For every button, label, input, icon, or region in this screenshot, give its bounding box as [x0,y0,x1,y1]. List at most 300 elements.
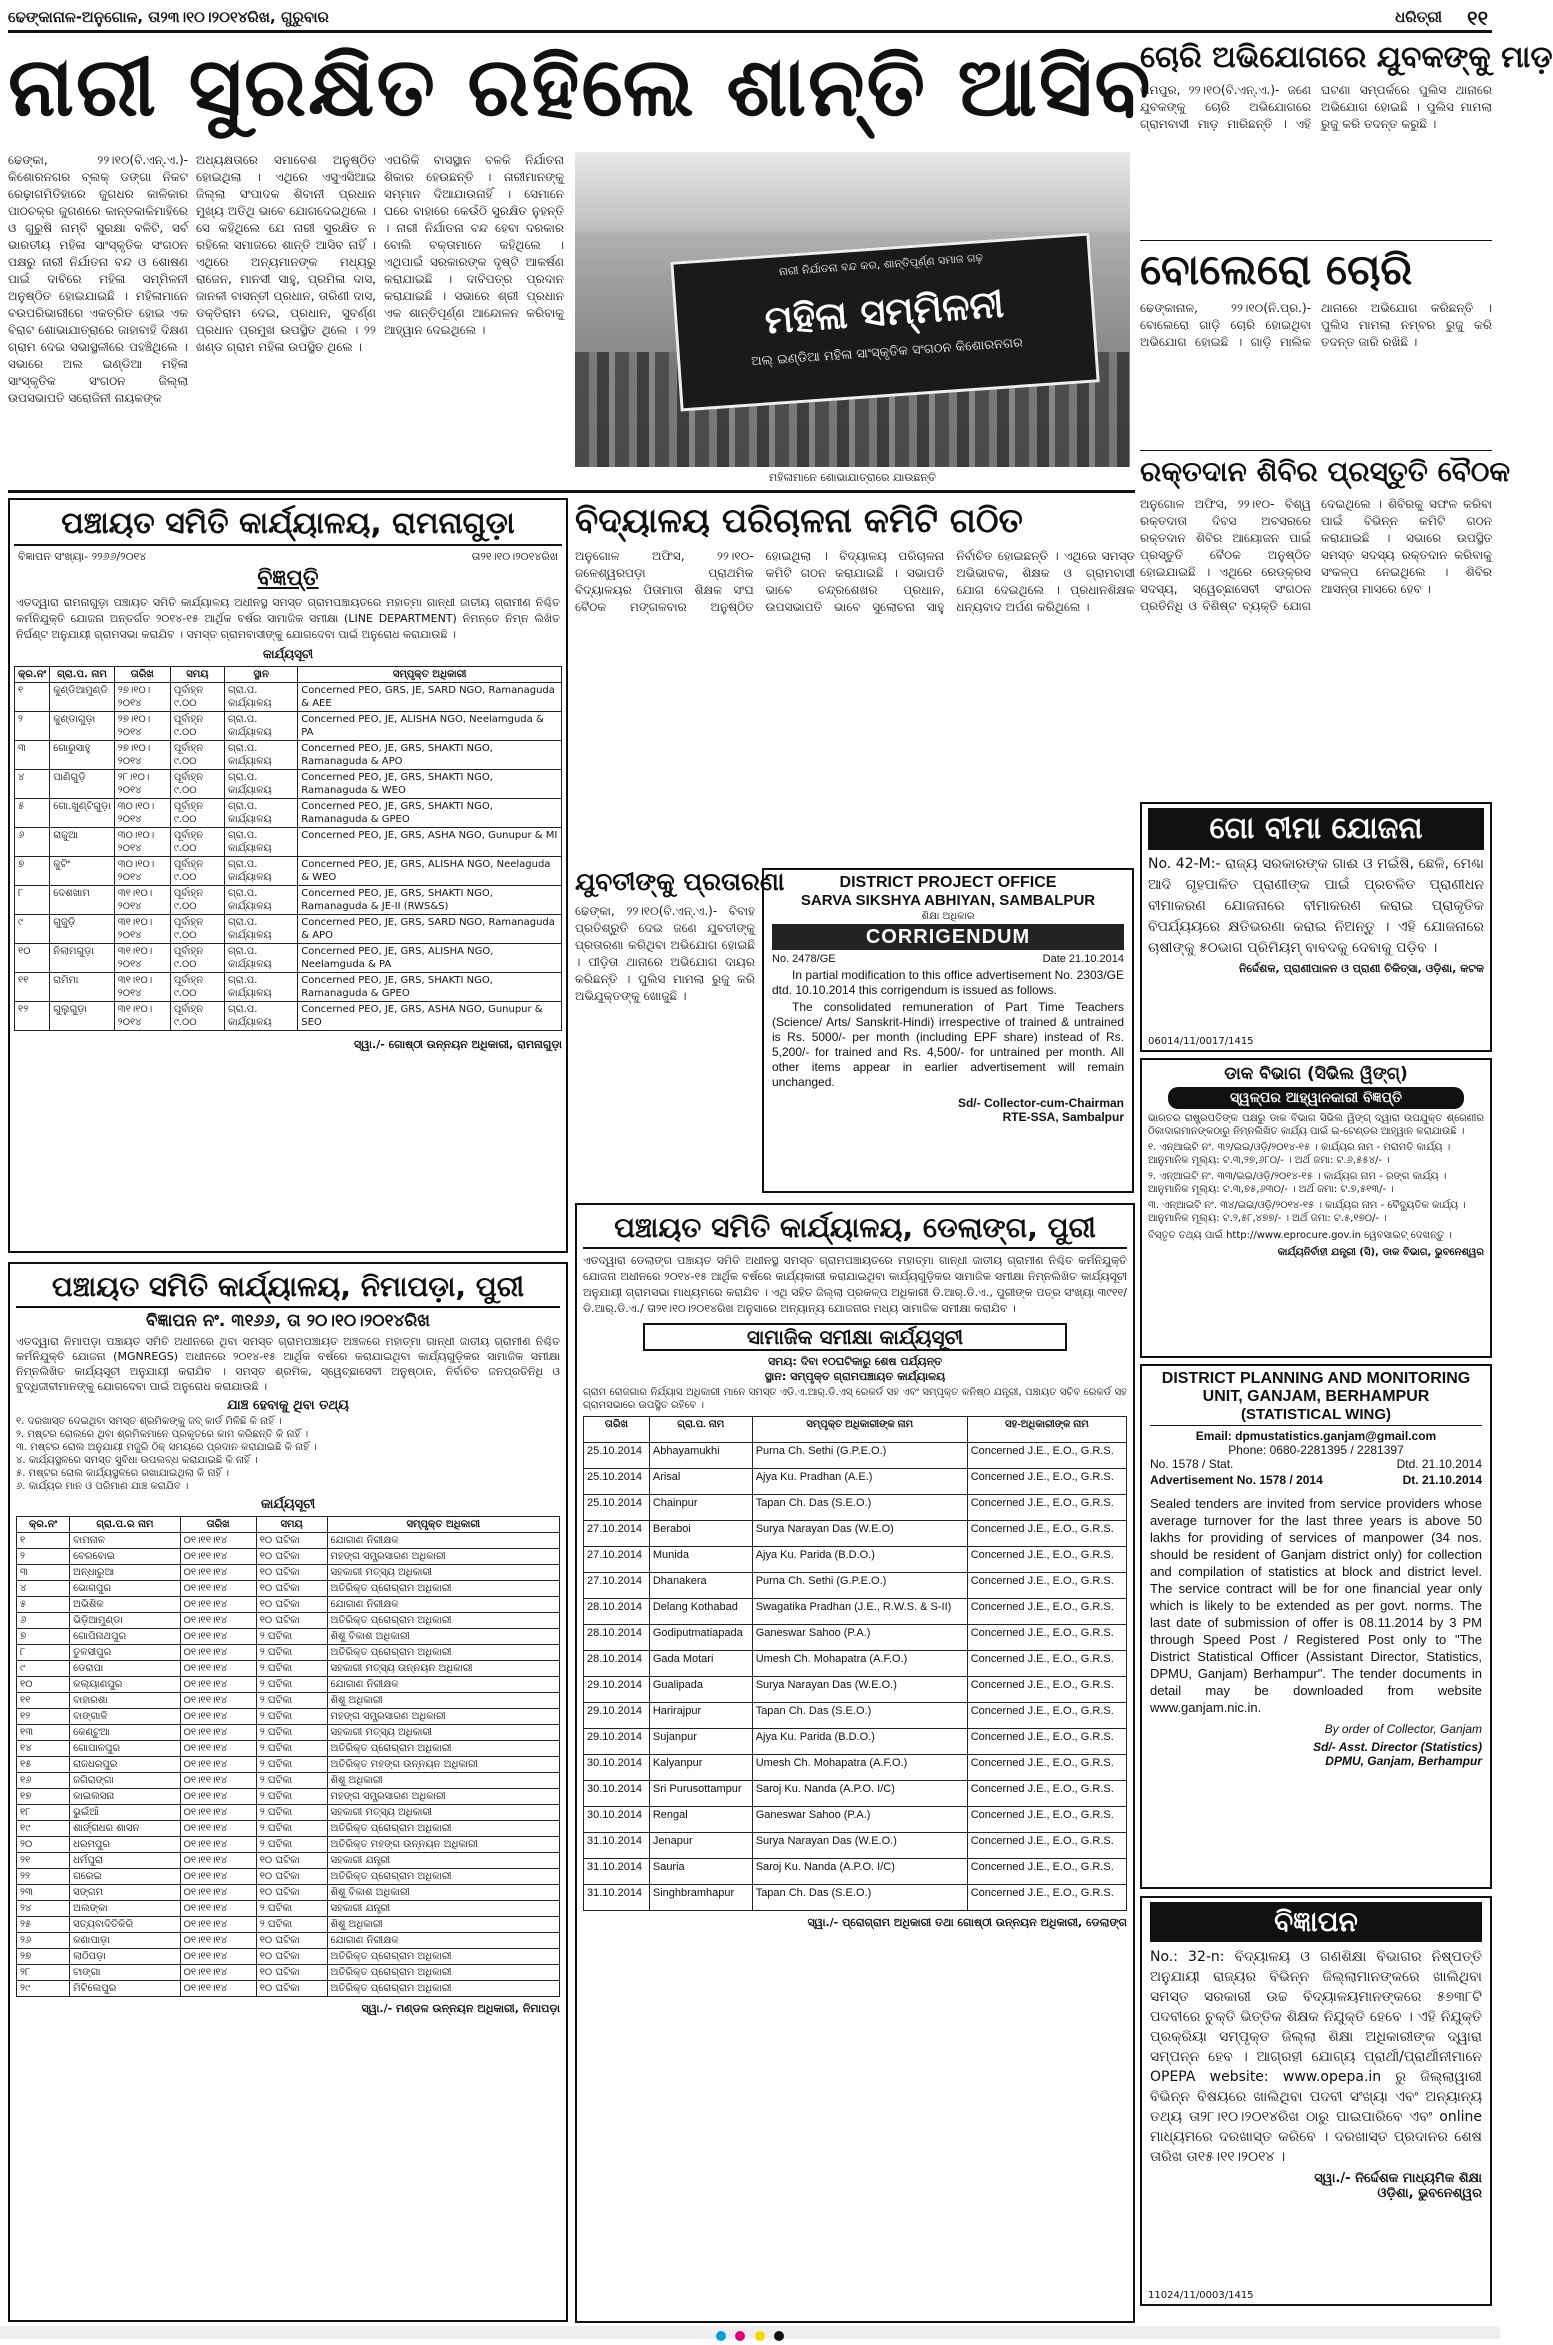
table-cell: ୨୨ [17,1869,70,1885]
table-cell: ୨୯ [17,1981,70,1997]
table-cell: ୪ [15,770,50,799]
table-cell: Concerned J.E., E.O., G.R.S. [967,1443,1126,1469]
dpmu-phone: Phone: 0680-2281395 / 2281397 [1228,1443,1404,1457]
table-cell: Abhayamukhi [649,1443,752,1469]
table-cell: Surya Narayan Das (W.E.O) [752,1521,967,1547]
table-cell: ଟାଙ୍ଗା [70,1965,181,1981]
nimapada-table [16,1516,560,1997]
table-cell: ରାଜୁଆ [50,828,115,857]
table-cell: ୨୫ [17,1917,70,1933]
table-cell: ୨୭।୧୦।୨୦୧୪ [114,683,170,712]
table-cell: ୧୧ [15,973,50,1002]
table-cell: 27.10.2014 [584,1573,650,1599]
table-row [584,1885,1127,1911]
table-cell: ନିଲାମଗୁଡ଼ା [50,944,115,973]
table-header-cell: ସମୟ [170,667,224,683]
gobima-body: No. 42-M:- ରାଜ୍ୟ ସରକାରଙ୍କ ଗାଈ ଓ ମଇଁଷି, ଛେଳି, ମେଣ୍ଢା ଆଦି ଗୃହପାଳିତ ପ୍ରାଣୀଙ୍କ ପାଇଁ ପ୍ରଚଳିତ ପ୍ରାଣୀଧନ ବୀମାକରଣ ଯୋଜନାରେ ବୀମାକରଣ କରାଇ ପ୍ରାକୃତିକ ବିପର୍ଯ୍ୟୟରେ କ୍ଷତିଭରଣା କରାଇ ନିଅନ୍ତୁ । ଏହି ଯୋଜନାରେ ଚାଷୀଙ୍କୁ ୫୦ଭାଗ ପ୍ରିମିୟମ୍ ବାବଦକୁ ଦେବାକୁ ପଡ଼ିବ । [1148,856,1484,956]
table-cell: ଗୋପିନାଥପୁର [70,1629,181,1645]
table-cell: ୩୧।୧୦।୨୦୧୪ [114,915,170,944]
table-cell: Tapan Ch. Das (S.E.O.) [752,1495,967,1521]
table-cell: ୧୦ ଘଟିକା [256,1613,327,1629]
opepa-title: ବିଜ୍ଞାପନ [1150,1902,1482,1942]
nimapada-ref: ବିଜ୍ଞାପନ ନଂ. ୩୧୬୬, ତା ୨୦।୧୦।୨୦୧୪ରିଖ [146,1311,430,1331]
dpmu-sign1: Sd/- Asst. Director (Statistics) [1313,1740,1482,1754]
table-cell: ୧୦ ଘଟିକା [256,1565,327,1581]
table-row [584,1703,1127,1729]
table-cell: ୩ [15,741,50,770]
nimapada-facts-title: ଯାଞ୍ଚ ହେବାକୁ ଥିବା ତଥ୍ୟ [227,1398,349,1413]
table-cell: Concerned J.E., E.O., G.R.S. [967,1573,1126,1599]
table-cell: ୨୩ [17,1885,70,1901]
table-cell: Ajya Ku. Pradhan (A.E.) [752,1469,967,1495]
table-cell: Sujanpur [649,1729,752,1755]
table-cell: ୦୧।୧୧।୧୪ [180,1773,256,1789]
table-cell: Concerned J.E., E.O., G.R.S. [967,1781,1126,1807]
table-cell: ବାହାରଶା [70,1693,181,1709]
table-cell: Harirajpur [649,1703,752,1729]
lead-col-2: ଅଧ୍ୟକ୍ଷତାରେ ସମାବେଶ ଅନୁଷ୍ଠିତ ହୋଇଥିଲା । ଏଥିରେ ଏସୁଏସିଆଇ ଜିଲ୍ଲା ସଂପାଦକ ଶିବାନୀ ପ୍ରଧାନ ମୁଖ୍ୟ ଅତିଥି ଭାବେ ଯୋଗଦେଇଥିଲେ । ସେ କହିଥିଲେ ଯେ ନାରୀ ସୁରକ୍ଷିତ ନ ରହିଲେ ସମାଜରେ ଶାନ୍ତି ଆସିବ ନାହିଁ । ଏଥିରେ ଅନ୍ୟମାନଙ୍କ ମଧ୍ୟରୁ ରାଜେନ, ମାନସୀ ସାହୁ, ପ୍ରମିଳା ଦାସ, ଜାନକୀ ବାସନ୍ତୀ ପ୍ରଧାନ, ତାରିଣୀ ଦାସ, ଡକ୍ତିରାମ ଦେଇ, ପ୍ରଧାନ, ସୁବର୍ଣ୍ଣ ପ୍ରଧାନ ପ୍ରମୁଖ ଉପସ୍ଥିତ ଥିଲେ । ୨୨ ଖଣ୍ଡ ଗ୍ରାମ ମହିଳା ଉପସ୍ଥିତ ଥିଲେ । [196,153,376,354]
table-cell: Concerned J.E., E.O., G.R.S. [967,1677,1126,1703]
table-cell: Concerned PEO, JE, GRS, SHAKTI NGO, Ramanaguda & WEO [298,770,562,799]
table-cell: ୧୨ [15,1002,50,1031]
print-color-bar [0,2326,1500,2339]
table-cell: ୩୧।୧୦।୨୦୧୪ [114,1002,170,1031]
table-cell: ୩୦।୧୦।୨୦୧୪ [114,828,170,857]
ad-ramanaguda [8,498,568,1253]
table-cell: Concerned PEO, JE, GRS, ALISHA NGO, Neelaguda & WEO [298,857,562,886]
gobima-title: ଗୋ ବୀମା ଯୋଜନା [1148,808,1484,850]
registration-dot-cyan [716,2331,726,2341]
table-cell: 29.10.2014 [584,1703,650,1729]
table-row [15,944,562,973]
table-cell: ଶିଶୁ ଅଧିକାରୀ [327,1693,560,1709]
table-cell: ୧୦ ଘଟିକା [256,1949,327,1965]
lead-col-1: ଢେଙ୍କା, ୨୨।୧୦(ବି.ଏନ୍.ଏ.)- କିଶୋରନଗର ବ୍ଲକ୍ ଡଙ୍ଗା ନିକଟ ରେଢ଼ାଗମିତିହାରେ ଜୁଗଧର କାଳିକାର ପାଠଚକ୍ର ଜୁଗଣରେ କାନ୍ତକାକିମାହିରେ ଓ ଗୁରୁଷି ନାମ୍ବି ସୁରକ୍ଷା ବଳିଟି, ସର୍ବ ଭାରତୀୟ ମହିଳା ସାଂସ୍କୃତିକ ସଂଗଠନ ପକ୍ଷରୁ ନାରୀ ନିର୍ଯାତନା ବନ୍ଦ ଓ ଶୋଷଣ ପାଇଁ ଦାବିରେ ମହିଳା ସମ୍ମିଳନୀ ଅନୁଷ୍ଠିତ ହୋଇଯାଇଛି । ମହିଳାମାନେ ବଉପରିଭାରୀରେ ଏକତ୍ରିତ ହୋଇ ଏକ ବିରାଟ ଶୋଭାଯାତ୍ରାରେ ଜାହାବାହି ଦିକ୍ଷଣ ଗ୍ରାମ ଦେଇ ସଭାସ୍ଥଳୀରେ ପହଞ୍ଚିଥିଲେ । ସଭାରେ ଅଲ ଇଣ୍ଡିଆ ମହିଳା ସାଂସ୍କୃତିକ ସଂଗଠନ ଜିଲ୍ଲା ଉପସଭାପତି ସରୋଜିନୀ ନାୟକଙ୍କ [8,153,188,405]
table-cell: ୧୦ ଘଟିକା [256,1533,327,1549]
table-cell: 25.10.2014 [584,1495,650,1521]
ssa-tagline: ଶିକ୍ଷା ଅଧିକାର [921,911,975,922]
opepa-sign1: ସ୍ୱା./- ନିର୍ଦ୍ଦେଶକ ମାଧ୍ୟମିକ ଶିକ୍ଷା [1314,2171,1482,2186]
table-cell: Concerned PEO, JE, GRS, SHAKTI NGO, Ramanaguda & JE-II (RWS&S) [298,886,562,915]
gobima-sign: ନିର୍ଦ୍ଦେଶକ, ପ୍ରାଣୀପାଳନ ଓ ପ୍ରାଣୀ ଚିକିତ୍ସା, ଓଡ଼ିଶା, କଟକ [1238,962,1484,975]
table-cell: 31.10.2014 [584,1859,650,1885]
school-committee-headline: ବିଦ୍ୟାଳୟ ପରିଚାଳନା କମିଟି ଗଠିତ [575,501,1023,541]
nimapada-fact: ୩. ମଷ୍ଟର ରୋଲ ଅନୁଯାୟୀ ମଜୁରି ଠିକ୍ ସମୟରେ ପ୍ରଦାନ କରାଯାଇଛି କି ନାହିଁ । [16,1442,317,1453]
table-cell: ୧୧ [17,1693,70,1709]
table-cell: ଗୋରୁସାହୁ [50,741,115,770]
table-row [584,1859,1127,1885]
table-cell: ପାଣିଗୁଡ଼ି [50,770,115,799]
table-cell: ୦୧।୧୧।୧୪ [180,1837,256,1853]
ssa-date: Date 21.10.2014 [1042,953,1124,965]
nimapada-fact: ୫. ମଷ୍ଟର ରୋଲ କାର୍ଯ୍ୟସ୍ଥଳରେ ରଖାଯାଇଥିଲା କି ନାହିଁ । [16,1468,230,1479]
theft-story: ରାମପୁର, ୨୨।୧୦(ବି.ଏନ୍.ଏ.)- ଜଣେ ଯୁବକଙ୍କୁ ଚୋରି ଅଭିଯୋଗରେ ଗ୍ରାମବାସୀ ମାଡ଼ ମାରିଛନ୍ତି । ଏହି ଘଟଣା ସମ୍ପର୍କରେ ପୁଲିସ ଥାନାରେ ଅଭିଯୋଗ ହୋଇଛି । ପୁଲିସ ମାମଲା ରୁଜୁ କରି ତଦନ୍ତ କରୁଛି । [1140,83,1492,131]
table-cell: ୦୧।୧୧।୧୪ [180,1725,256,1741]
table-cell: ବେରବୋଇ [70,1549,181,1565]
table-cell: ୯ [15,915,50,944]
opepa-body: No.: 32-n: ବିଦ୍ୟାଳୟ ଓ ଗଣଶିକ୍ଷା ବିଭାଗର ନିଷ୍ପତ୍ତି ଅନୁଯାୟୀ ରାଜ୍ୟର ବିଭିନ୍ନ ଜିଲ୍ଲାମାନଙ୍କରେ ଖାଲିଥିବା ସମସ୍ତ ସରକାରୀ ଉଚ୍ଚ ବିଦ୍ୟାଳୟମାନଙ୍କରେ ୫୭୩୮ଟି ପଦବୀରେ ଚୁକ୍ତି ଭିତ୍ତିକ ଶିକ୍ଷକ ନିଯୁକ୍ତି ହେବେ । ଏହି ନିଯୁକ୍ତି ପ୍ରକ୍ରିୟା ସମ୍ପୃକ୍ତ ଜିଲ୍ଲା ଶିକ୍ଷା ଅଧିକାରୀଙ୍କ ଦ୍ୱାରା ସମ୍ପନ୍ନ ହେବ । ଆଗ୍ରହୀ ଯୋଗ୍ୟ ପ୍ରାର୍ଥୀ/ପ୍ରାର୍ଥୀନୀମାନେ OPEPA website: www.opepa.in ରୁ ଜିଲ୍ଲାୱାରୀ ବିଭିନ୍ନ ବିଷୟରେ ଖାଲିଥିବା ପଦବୀ ସଂଖ୍ୟା ଏବଂ ଅନ୍ୟାନ୍ୟ ତଥ୍ୟ ତା୨୮।୧୦।୨୦୧୪ରିଖ ଠାରୁ ପାଇପାରିବେ ଏବଂ online ମାଧ୍ୟମରେ ଦରଖାସ୍ତ କରିବେ । ଦରଖାସ୍ତ ପ୍ରଦାନର ଶେଷ ତାରିଖ ତା୧୫।୧୧।୨୦୧୪ । [1150,1949,1482,2165]
ramanaguda-table [14,666,562,1031]
table-cell: ସହକାରୀ ମତ୍ସ୍ୟ ଅଧିକାରୀ [327,1565,560,1581]
table-cell: ୨ ଘଟିକା [256,1645,327,1661]
table-cell: ଧର୍ମପୁରା [70,1853,181,1869]
table-cell: ୦୧।୧୧।୧୪ [180,1597,256,1613]
ad-sign: ସ୍ୱା./- ଗୋଷ୍ଠୀ ଉନ୍ନୟନ ଅଧିକାରୀ, ରାମନାଗୁଡ଼ା [354,1038,562,1051]
divider [1140,240,1492,241]
table-cell: ଗୁଜୁଡ଼ି [50,915,115,944]
table-cell: ୧୦ ଘଟିକା [256,1885,327,1901]
delang-title: ପଞ୍ଚାୟତ ସମିତି କାର୍ଯ୍ୟାଳୟ, ଡେଲାଙ୍ଗ, ପୁରୀ [583,1209,1127,1249]
table-cell: ଗ୍ରା.ପ. କାର୍ଯ୍ୟାଳୟ [224,683,297,712]
masthead-rule [8,30,1492,33]
registration-dot-yellow [755,2331,765,2341]
table-row [17,1853,560,1869]
ad-post [1140,1058,1492,1358]
table-row [584,1807,1127,1833]
table-cell: 28.10.2014 [584,1651,650,1677]
table-cell: ସହକାରୀ ମତ୍ସ୍ୟ ଅଧିକାରୀ [327,1725,560,1741]
table-cell: Singhbramhapur [649,1885,752,1911]
table-cell: Concerned PEO, JE, GRS, SHAKTI NGO, Ramanaguda & GPEO [298,973,562,1002]
table-cell: ଗ୍ରା.ପ. କାର୍ଯ୍ୟାଳୟ [224,828,297,857]
table-cell: ୦୧।୧୧।୧୪ [180,1917,256,1933]
ad-nimapada [8,1262,568,2322]
table-cell: ୨ ଘଟିକା [256,1821,327,1837]
banner-main-text: ମହିଳା ସମ୍ମିଳନୀ [763,281,1006,343]
table-cell: ବାମନାଳ [70,1533,181,1549]
table-row [17,1821,560,1837]
table-cell: ପୂର୍ବାହ୍ନ ୯.୦୦ [170,741,224,770]
table-cell: ୧୦ ଘଟିକା [256,1933,327,1949]
table-cell: ଭିଡ଼ିଆମୁଣ୍ଡା [70,1613,181,1629]
table-cell: ୧ [15,683,50,712]
table-cell: Concerned PEO, JE, GRS, ASHA NGO, Gunupur & MI [298,828,562,857]
table-cell: Gualipada [649,1677,752,1703]
table-row [584,1495,1127,1521]
delang-place: ସ୍ଥାନ: ସମ୍ପୃକ୍ତ ଗ୍ରାମପଞ୍ଚାୟତ କାର୍ଯ୍ୟାଳୟ [764,1370,946,1383]
table-cell: ସଙ୍ଗମ [70,1885,181,1901]
table-cell: ୧୬ [17,1773,70,1789]
ad-table-title: କାର୍ଯ୍ୟସୂଚୀ [262,647,314,661]
ssa-dept: SARVA SIKSHYA ABHIYAN, SAMBALPUR [800,892,1096,909]
lead-headline: ନାରୀ ସୁରକ୍ଷିତ ରହିଲେ ଶାନ୍ତି ଆସିବ [8,40,1153,135]
table-cell: ୨ [15,712,50,741]
ad-title: ପଞ୍ଚାୟତ ସମିତି କାର୍ଯ୍ୟାଳୟ, ରାମନାଗୁଡ଼ା [14,504,562,546]
table-cell: ତୁଳସୀପୁର [70,1645,181,1661]
table-cell: ୧ [17,1533,70,1549]
nimapada-title: ପଞ୍ଚାୟତ ସମିତି କାର୍ଯ୍ୟାଳୟ, ନିମାପଡ଼ା, ପୁରୀ [16,1268,560,1308]
table-row [17,1981,560,1997]
table-row [17,1949,560,1965]
table-cell: Munida [649,1547,752,1573]
ad-opepa [1140,1896,1492,2306]
table-header-row [17,1517,560,1533]
table-cell: ରାମିମା [50,973,115,1002]
registration-dot-magenta [735,2331,745,2341]
delang-sched-title: ସାମାଜିକ ସମୀକ୍ଷା କାର୍ଯ୍ୟସୂଚୀ [643,1323,1067,1351]
table-cell: ୩୧।୧୦।୨୦୧୪ [114,944,170,973]
table-cell: ୧୦ ଘଟିକା [256,1981,327,1997]
table-cell: ୨୮।୧୦।୨୦୧୪ [114,770,170,799]
table-cell: ଅତିରିକ୍ତ ପ୍ରୋଗ୍ରାମ ଅଧିକାରୀ [327,1965,560,1981]
table-cell: ସହକାରୀ ମତ୍ସ୍ୟ ଉନ୍ନୟନ ଅଧିକାରୀ [327,1661,560,1677]
table-cell: ସତ୍ୟବାଦିତିକିରି [70,1917,181,1933]
delang-table [583,1416,1127,1911]
table-cell: Surya Narayan Das (W.E.O.) [752,1833,967,1859]
table-cell: Concerned PEO, JE, GRS, SHAKTI NGO, Ramanaguda & GPEO [298,799,562,828]
ssa-sign1: Sd/- Collector-cum-Chairman [957,1096,1124,1110]
table-cell: ୧୦ ଘଟିକା [256,1581,327,1597]
nimapada-sign: ସ୍ୱା./- ମଣ୍ଡଳ ଉନ୍ନୟନ ଅଧିକାରୀ, ନିମାପଡ଼ା [361,2002,560,2015]
table-row [584,1547,1127,1573]
table-cell: ଅତିରିକ୍ତ ମହଙ୍ଗ ଉନ୍ନୟନ ଅଧିକାରୀ [327,1837,560,1853]
table-cell: ପୂର୍ବାହ୍ନ ୯.୦୦ [170,683,224,712]
table-cell: ଗ୍ରା.ପ. କାର୍ଯ୍ୟାଳୟ [224,915,297,944]
table-cell: Concerned PEO, JE, GRS, SHAKTI NGO, Ramanaguda & APO [298,741,562,770]
table-cell: ଅଭିଶିକ [70,1597,181,1613]
table-cell: ୨ ଘଟିକା [256,1709,327,1725]
registration-dot-black [774,2331,784,2341]
table-row [15,973,562,1002]
table-cell: ମିଟିଲେପୁର [70,1981,181,1997]
table-cell: Ajya Ku. Parida (B.D.O.) [752,1547,967,1573]
table-cell: Tapan Ch. Das (S.E.O.) [752,1885,967,1911]
table-cell: 27.10.2014 [584,1521,650,1547]
table-row [17,1917,560,1933]
gobima-code: 06014/11/0017/1415 [1148,1036,1254,1047]
page-number: ୧୧ [1467,6,1488,30]
table-cell: ଭୁଇଁଆଁ [70,1805,181,1821]
table-cell: Chainpur [649,1495,752,1521]
table-header-cell: ସ୍ଥାନ [224,667,297,683]
table-cell: ୨୦ [17,1837,70,1853]
table-cell: Ganeswar Sahoo (P.A.) [752,1625,967,1651]
photo-caption: ମହିଳାମାନେ ଶୋଭାଯାତ୍ରାରେ ଯାଉଛନ୍ତି [769,471,936,484]
table-cell: ଶିଶୁ ବିକାଶ ଅଧିକାରୀ [327,1629,560,1645]
table-row [584,1573,1127,1599]
masthead [8,4,1492,30]
table-row [17,1965,560,1981]
table-header-cell: ସମ୍ପୃକ୍ତ ଅଧିକାରୀ [327,1517,560,1533]
table-row [15,915,562,944]
table-cell: ୦୧।୧୧।୧୪ [180,1565,256,1581]
table-cell: ଶିଶୁ ଅଧିକାରୀ [327,1773,560,1789]
table-row [15,683,562,712]
table-cell: ୧୭ [17,1789,70,1805]
table-cell: Umesh Ch. Mohapatra (A.F.O.) [752,1651,967,1677]
table-cell: ୦୧।୧୧।୧୪ [180,1613,256,1629]
blood-camp-headline: ରକ୍ତଦାନ ଶିବିର ପ୍ରସ୍ତୁତି ବୈଠକ [1140,455,1511,488]
table-cell: ୨୭ [17,1949,70,1965]
table-cell: ୨ ଘଟିକା [256,1901,327,1917]
table-cell: ୨ ଘଟିକା [256,1677,327,1693]
post-note: ବିସ୍ତୃତ ତଥ୍ୟ ପାଇଁ http://www.eprocure.gov.in ୱେବସାଇଟ୍ ଦେଖନ୍ତୁ । [1148,1230,1452,1241]
table-row [17,1837,560,1853]
table-cell: ପୂର୍ବାହ୍ନ ୯.୦୦ [170,857,224,886]
table-cell: Concerned J.E., E.O., G.R.S. [967,1833,1126,1859]
table-cell: Concerned J.E., E.O., G.R.S. [967,1807,1126,1833]
table-cell: ଶିଶୁ ବିକାଶ ଅଧିକାରୀ [327,1885,560,1901]
table-cell: ୭ [17,1629,70,1645]
ad-dpmu [1140,1364,1492,1889]
table-cell: Concerned J.E., E.O., G.R.S. [967,1495,1126,1521]
ssa-p1: In partial modification to this office advertisement No. 2303/GE dtd. 10.10.2014 this corrigendum is issued as follows. [772,968,1124,997]
table-cell: ୦୧।୧୧।୧୪ [180,1693,256,1709]
table-cell: ୬ [17,1613,70,1629]
table-cell: ଅତିରିକ୍ତ ପ୍ରୋଗ୍ରାମ ଅଧିକାରୀ [327,1581,560,1597]
table-cell: ରାଜଧରପୁର [70,1757,181,1773]
table-cell: ୫ [15,799,50,828]
table-cell: ପୂର୍ବାହ୍ନ ୯.୦୦ [170,886,224,915]
table-cell: Concerned J.E., E.O., G.R.S. [967,1625,1126,1651]
table-cell: ଅତିରିକ୍ତ ପ୍ରୋଗ୍ରାମ ଅଧିକାରୀ [327,1741,560,1757]
table-row [584,1469,1127,1495]
table-cell: ୧୫ [17,1757,70,1773]
table-cell: ୦୧।୧୧।୧୪ [180,1981,256,1997]
table-cell: ୦୧।୧୧।୧୪ [180,1757,256,1773]
dpmu-title3: (STATISTICAL WING) [1150,1406,1482,1426]
table-cell: 31.10.2014 [584,1885,650,1911]
table-row [584,1677,1127,1703]
table-cell: ୦୧।୧୧।୧୪ [180,1949,256,1965]
table-cell: ଅତିରିକ୍ତ ପ୍ରୋଗ୍ରାମ ଅଧିକାରୀ [327,1869,560,1885]
delang-sign: ସ୍ୱା./- ପ୍ରୋଗ୍ରାମ ଅଧିକାରୀ ତଥା ଗୋଷ୍ଠୀ ଉନ୍ନୟନ ଅଧିକାରୀ, ଡେଲାଙ୍ଗ [807,1916,1127,1929]
dpmu-email: Email: dpmustatistics.ganjam@gmail.com [1195,1429,1437,1443]
table-cell: ୦୧।୧୧।୧୪ [180,1549,256,1565]
table-row [17,1725,560,1741]
table-row [17,1581,560,1597]
table-cell: ୨ ଘଟିକା [256,1725,327,1741]
table-header-cell: କ୍ର.ନଂ [17,1517,70,1533]
table-cell: Gada Motari [649,1651,752,1677]
table-cell: 31.10.2014 [584,1833,650,1859]
table-row [17,1709,560,1725]
table-cell: Concerned PEO, JE, GRS, ASHA NGO, Gunupur & SEO [298,1002,562,1031]
table-cell: Concerned J.E., E.O., G.R.S. [967,1469,1126,1495]
table-cell: ୦୧।୧୧।୧୪ [180,1533,256,1549]
table-row [15,741,562,770]
table-row [17,1613,560,1629]
table-cell: ଗ୍ରା.ପ. କାର୍ଯ୍ୟାଳୟ [224,712,297,741]
table-row [584,1833,1127,1859]
table-cell: ଯୋଗାଣ ନିରୀକ୍ଷକ [327,1533,560,1549]
table-row [17,1741,560,1757]
table-cell: Ajya Ku. Parida (B.D.O.) [752,1729,967,1755]
table-cell: ୧୦ ଘଟିକା [256,1549,327,1565]
table-cell: ପୂର୍ବାହ୍ନ ୯.୦୦ [170,770,224,799]
table-cell: ୨ ଘଟିକା [256,1661,327,1677]
table-cell: Sri Purusottampur [649,1781,752,1807]
table-cell: ଯୋଗାଣ ନିରୀକ୍ଷକ [327,1933,560,1949]
table-row [15,799,562,828]
table-cell: ୦୧।୧୧।୧୪ [180,1677,256,1693]
table-cell: ୧୦ ଘଟିକା [256,1869,327,1885]
table-cell: ଜଗିରାଙ୍ଗା [70,1773,181,1789]
table-cell: Purna Ch. Sethi (G.P.E.O.) [752,1443,967,1469]
table-header-cell: ସମ୍ପୃକ୍ତ ଅଧିକାରୀ [298,667,562,683]
table-cell: ଦେଶଖାମ [50,886,115,915]
table-cell: ସହକାରୀ ମତ୍ସ୍ୟ ଅଧିକାରୀ [327,1805,560,1821]
table-row [17,1933,560,1949]
table-cell: ପୂର୍ବାହ୍ନ ୯.୦୦ [170,828,224,857]
table-row [17,1549,560,1565]
table-cell: ୦୧।୧୧।୧୪ [180,1629,256,1645]
table-cell: Swagatika Pradhan (J.E., R.W.S. & S-II) [752,1599,967,1625]
table-cell: Umesh Ch. Mohapatra (A.F.O.) [752,1755,967,1781]
table-cell: Kalyanpur [649,1755,752,1781]
table-row [584,1443,1127,1469]
table-cell: ଡେରାପା [70,1661,181,1677]
post-subtitle: ସ୍ୱଳ୍ପର ଆହ୍ୱାନକାରୀ ବିଜ୍ଞପ୍ତି [1168,1087,1464,1109]
post-sign: କାର୍ଯ୍ୟନିର୍ବାହୀ ଯନ୍ତ୍ରୀ (ସି), ଡାକ ବିଭାଗ, ଭୁବନେଶ୍ୱର [1277,1247,1484,1258]
ad-gobima [1140,802,1492,1052]
opepa-sign2: ଓଡ଼ିଶା, ଭୁବନେଶ୍ୱର [1377,2186,1482,2201]
table-cell: ଭୋଗପୁର [70,1581,181,1597]
table-cell: ୦୧।୧୧।୧୪ [180,1901,256,1917]
table-cell: 27.10.2014 [584,1547,650,1573]
table-cell: ଅତିରିକ୍ତ ପ୍ରୋଗ୍ରାମ ଅଧିକାରୀ [327,1821,560,1837]
table-cell: ୨ ଘଟିକା [256,1629,327,1645]
table-row [17,1533,560,1549]
bolero-story: ଢେଙ୍କାନାଳ, ୨୨।୧୦(ନି.ପ୍ର.)- ବୋଲେରୋ ଗାଡ଼ି ଚୋରି ହୋଇଥିବା ଅଭିଯୋଗ ହୋଇଛି । ଗାଡ଼ି ମାଲିକ ଥାନାରେ ଅଭିଯୋଗ କରିଛନ୍ତି । ପୁଲିସ ମାମଲା ନମ୍ବର ରୁଜୁ କରି ତଦନ୍ତ ଜାରି ରଖିଛି । [1140,301,1492,349]
table-cell: ୦୧।୧୧।୧୪ [180,1965,256,1981]
table-cell: 29.10.2014 [584,1677,650,1703]
school-committee-story: ଅନୁଗୋଳ ଅଫିସ, ୨୨।୧୦- ଜଳେଶ୍ୱରପଡ଼ା ପ୍ରାଥମିକ ବିଦ୍ୟାଳୟର ପିତାମାତା ଶିକ୍ଷକ ସଂଘ ବୈଠକ ମଙ୍ଗଳବାର ଅନୁଷ୍ଠିତ ହୋଇଥିଲା । ବିଦ୍ୟାଳୟ ପରିଚାଳନା କମିଟି ଗଠନ କରାଯାଇଛି । ସଭାପତି ଭାବେ ଚନ୍ଦ୍ରଶେଖର ପ୍ରଧାନ, ଉପସଭାପତି ଭାବେ ସୁଲୋଚନା ସାହୁ ନିର୍ବାଚିତ ହୋଇଛନ୍ତି । ଏଥିରେ ସମସ୍ତ ଅଭିଭାବକ, ଶିକ୍ଷକ ଓ ଗ୍ରାମବାସୀ ଯୋଗ ଦେଇଥିଲେ । ପ୍ରଧାନଶିକ୍ଷକ ଧନ୍ୟବାଦ ଅର୍ପଣ କରିଥିଲେ । [575,549,1135,614]
table-header-cell: ତାରିଖ [114,667,170,683]
table-cell: ଗୁଲୁଗୁଡ଼ା [50,1002,115,1031]
table-cell: ଗୋ.ଖୁଣ୍ଟିଗୁଡ଼ା [50,799,115,828]
table-row [584,1521,1127,1547]
table-cell: Saroj Ku. Nanda (A.P.O. I/C) [752,1859,967,1885]
dpmu-no: No. 1578 / Stat. [1150,1457,1234,1471]
delang-note: ଗ୍ରାମ ରୋଜଗାର ନିର୍ଯ୍ୟାସ ଅଧିକାରୀ ମାନେ ସମସ୍ତ ଏଡି.ଏ.ଆର୍.ଡି.ଏସ୍ ରେକର୍ଡ ସହ ଏବଂ ସମ୍ପୃକ୍ତ କନିଷ୍ଠ ଯନ୍ତ୍ରୀ, ପଞ୍ଚାୟତ ସଚିବ ରେକର୍ଡ ସହ ଗ୍ରାମସଭାରେ ଉପସ୍ଥିତ ରହିବେ । [583,1387,1127,1411]
table-cell: Beraboi [649,1521,752,1547]
table-header-cell: ସହ-ଅଧିକାରୀଙ୍କ ନାମ [967,1417,1126,1443]
ad-body: ଏତଦ୍ୱାରା ରାମନାଗୁଡ଼ା ପଞ୍ଚାୟତ ସମିତି କାର୍ଯ୍ୟାଳୟ ଅଧୀନସ୍ଥ ସମସ୍ତ ଗ୍ରାମପଞ୍ଚାୟତରେ ମହାତ୍ମା ଗାନ୍ଧୀ ଜାତୀୟ ଗ୍ରାମୀଣ ନିଶ୍ଚିତ କର୍ମନିଯୁକ୍ତି ଯୋଜନା ଅନ୍ତର୍ଗତ ୨୦୧୪-୧୫ ଆର୍ଥିକ ବର୍ଷର ସାମାଜିକ ସମୀକ୍ଷା (LINE DEPARTMENT) ନିମନ୍ତେ ନିମ୍ନ ଲିଖିତ ନିର୍ଘଣ୍ଟ ଅନୁଯାୟୀ ଗ୍ରାମସଭା କରାଯିବ । ସମସ୍ତ ଗ୍ରାମବାସୀଙ୍କୁ ଯୋଗଦେବା ପାଇଁ ଅନୁରୋଧ କରାଯାଉଛି । [16,596,560,641]
table-cell: ୪ [17,1581,70,1597]
table-row [15,828,562,857]
table-cell: ୨ ଘଟିକା [256,1789,327,1805]
table-cell: ୨ ଘଟିକା [256,1741,327,1757]
table-cell: ଅତିରିକ୍ତ ପ୍ରୋଗ୍ରାମ ଅଧିକାରୀ [327,1949,560,1965]
table-row [15,770,562,799]
table-cell: କାଇଲସନା [70,1789,181,1805]
table-cell: ସହକାରୀ ଯନ୍ତ୍ରୀ [327,1901,560,1917]
table-cell: ୩୧।୧୦।୨୦୧୪ [114,886,170,915]
table-row [15,886,562,915]
table-cell: Saroj Ku. Nanda (A.P.O. I/C) [752,1781,967,1807]
table-row [17,1629,560,1645]
ssa-p2: The consolidated remuneration of Part Time Teachers (Science/ Arts/ Sanskrit-Hindi) irrespective of trained & untrained is Rs. 5000/- per month (including EPF share) instead of Rs. 5,200/- for trained and Rs. 4,500/- for untrained per month. All other items appear in earlier advertisement will remain unchanged. [772,1000,1124,1089]
table-cell: Godiputmatiapada [649,1625,752,1651]
table-cell: ଅନ୍ଧାରୁଆ [70,1565,181,1581]
banner-top-text: ନାରୀ ନିର୍ଯାତନା ବନ୍ଦ କର, ଶାନ୍ତିପୂର୍ଣ୍ଣ ସମାଜ ଗଢ଼ [778,251,984,279]
table-cell: କେଣ୍ଟୁଆ [70,1725,181,1741]
nimapada-fact: ୪. କାର୍ଯ୍ୟସ୍ଥଳରେ ସମସ୍ତ ସୁବିଧା ଉପଲବ୍ଧ କରାଯାଇଛି କି ନାହିଁ । [16,1455,258,1466]
table-cell: ଗ୍ରା.ପ. କାର୍ଯ୍ୟାଳୟ [224,857,297,886]
table-cell: କଣାପାଡ଼ା [70,1933,181,1949]
ssa-sign2: RTE-SSA, Sambalpur [1002,1110,1124,1124]
dpmu-dtd: Dtd. 21.10.2014 [1396,1457,1482,1471]
table-cell: Purna Ch. Sethi (G.P.E.O.) [752,1573,967,1599]
table-cell: ୨୭।୧୦।୨୦୧୪ [114,741,170,770]
table-cell: Arisal [649,1469,752,1495]
table-cell: କୁଟିଂ [50,857,115,886]
table-cell: ପୂର୍ବାହ୍ନ ୯.୦୦ [170,915,224,944]
nimapada-fact: ୬. କାର୍ଯ୍ୟର ମାନ ଓ ପରିମାଣ ଯାଞ୍ଚ କରାଯିବ । [16,1481,189,1492]
table-cell: ଧରମପୁର [70,1837,181,1853]
table-row [17,1645,560,1661]
